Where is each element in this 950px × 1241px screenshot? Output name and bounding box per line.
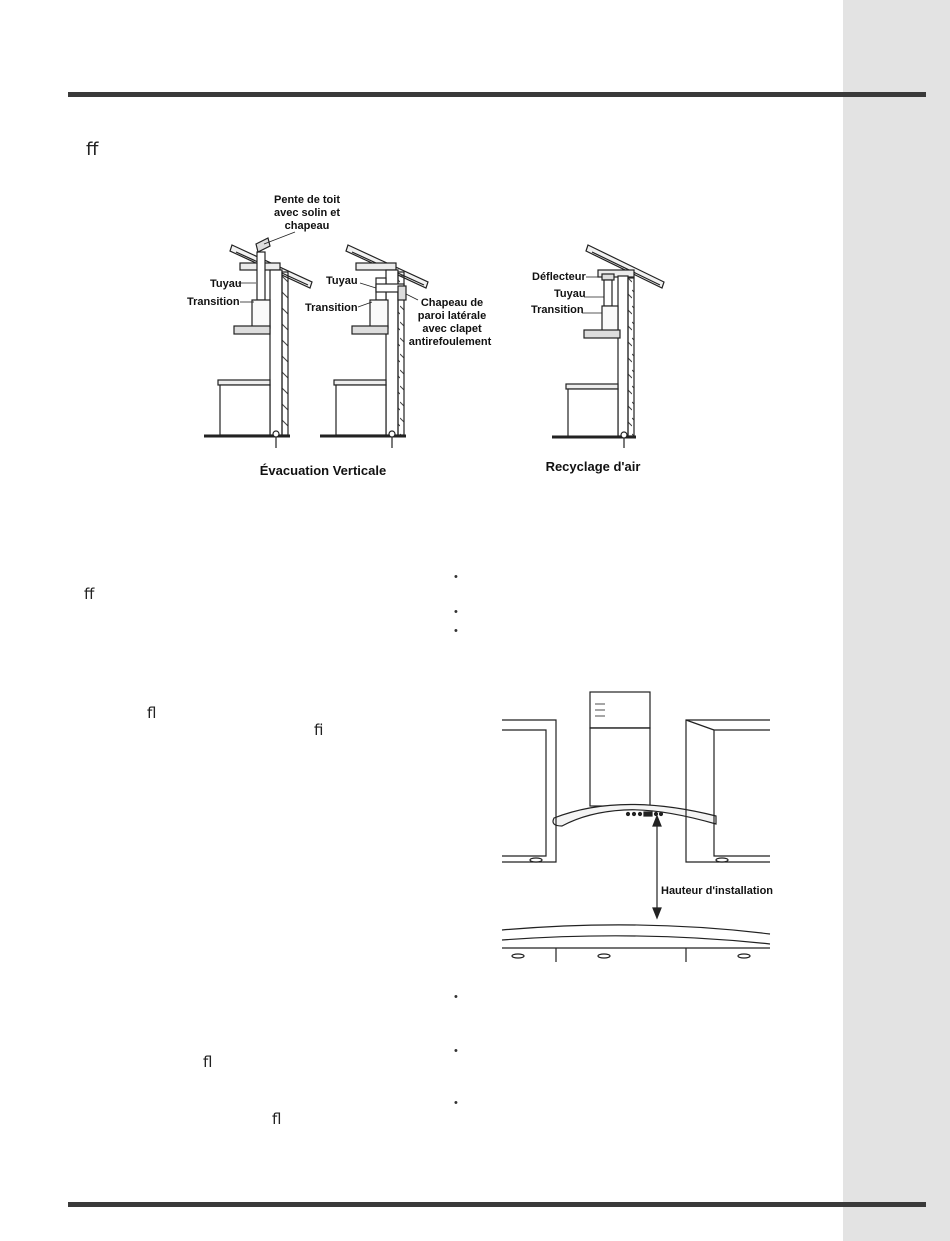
label-cap-line-2: paroi latérale — [417, 310, 487, 322]
label-roof-line-2: avec solin et — [273, 207, 341, 219]
bullet-marker: • — [454, 991, 458, 1003]
bullet-marker: • — [454, 606, 458, 618]
label-cap-line-3: avec clapet — [422, 323, 482, 335]
label-install-height: Hauteur d'installation — [661, 885, 774, 897]
label-transition-middle: Transition — [305, 302, 358, 314]
bullet-marker: • — [454, 571, 458, 583]
label-pipe-left: Tuyau — [210, 278, 242, 290]
label-roof-line-3: chapeau — [284, 220, 330, 232]
label-roof-line-1: Pente de toit — [273, 194, 341, 206]
hood-height-diagram — [502, 692, 770, 962]
bullet-marker: • — [454, 1045, 458, 1057]
bullet-marker: • — [454, 625, 458, 637]
label-cap-line-4: antirefoulement — [408, 336, 492, 348]
label-cap-line-1: Chapeau de — [420, 297, 484, 309]
caption-vertical-exhaust: Évacuation Verticale — [259, 463, 387, 478]
ligature-glyph: ff — [84, 585, 95, 603]
label-pipe-recirc: Tuyau — [554, 288, 586, 300]
ligature-glyph: fl — [272, 1110, 282, 1128]
label-transition-left: Transition — [187, 296, 240, 308]
caption-recirculation: Recyclage d'air — [545, 459, 641, 474]
ligature-glyph: fl — [203, 1053, 213, 1071]
vent-diagram-left — [204, 238, 312, 448]
ligature-glyph: fi — [314, 721, 324, 739]
bullet-marker: • — [454, 1097, 458, 1109]
label-pipe-middle: Tuyau — [326, 275, 358, 287]
ligature-glyph: ff — [86, 139, 99, 160]
label-transition-recirc: Transition — [531, 304, 584, 316]
label-deflector: Déflecteur — [532, 271, 586, 283]
ligature-glyph: fl — [147, 704, 157, 722]
